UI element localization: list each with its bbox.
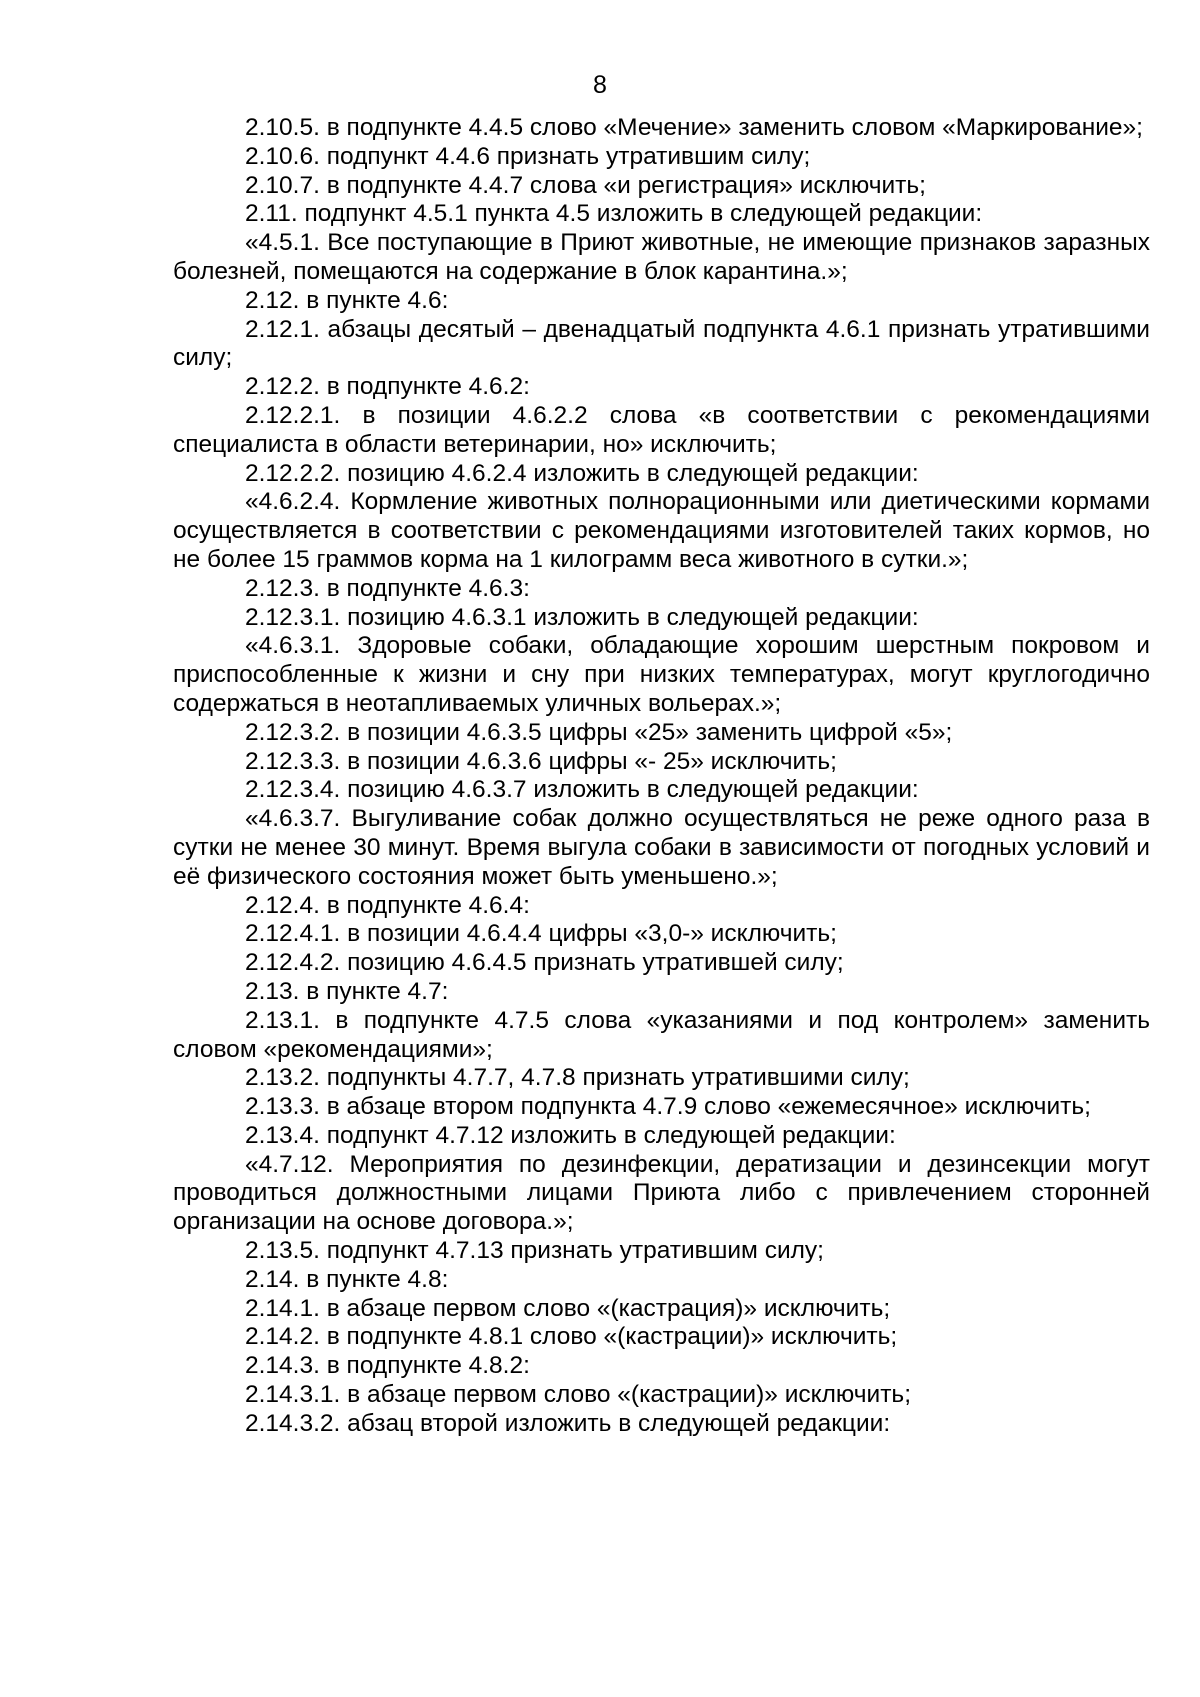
paragraph: 2.12.2.1. в позиции 4.6.2.2 слова «в соответствии с рекомендациями специалиста в области ветеринарии, но» исключить; [173, 401, 1150, 458]
paragraph: 2.11. подпункт 4.5.1 пункта 4.5 изложить в следующей редакции: [245, 200, 983, 228]
paragraph: 2.13.5. подпункт 4.7.13 признать утратившим силу; [245, 1237, 824, 1265]
paragraph: 2.14.3.1. в абзаце первом слово «(кастрации)» исключить; [245, 1381, 911, 1409]
paragraph: 2.10.7. в подпункте 4.4.7 слова «и регистрация» исключить; [245, 171, 926, 199]
paragraph: 2.13.4. подпункт 4.7.12 изложить в следующей редакции: [245, 1121, 896, 1149]
page-number: 8 [593, 71, 607, 99]
paragraph: 2.12.3.3. в позиции 4.6.3.6 цифры «- 25» исключить; [245, 747, 837, 775]
paragraph: 2.14.3. в подпункте 4.8.2: [245, 1352, 530, 1380]
paragraph: 2.12.2.2. позицию 4.6.2.4 изложить в следующей редакции: [245, 459, 919, 487]
paragraph: 2.12. в пункте 4.6: [245, 286, 449, 314]
paragraph: 2.13.2. подпункты 4.7.7, 4.7.8 признать утратившими силу; [245, 1064, 910, 1092]
paragraph: 2.10.5. в подпункте 4.4.5 слово «Мечение» заменить словом «Маркирование»; [245, 114, 1143, 141]
paragraph: 2.10.6. подпункт 4.4.6 признать утратившим силу; [245, 142, 811, 170]
paragraph: 2.12.3. в подпункте 4.6.3: [245, 574, 530, 602]
paragraph: 2.13.1. в подпункте 4.7.5 слова «указаниями и под контролем» заменить словом «рекомендациями»; [173, 1006, 1150, 1063]
paragraph: 2.14.3.2. абзац второй изложить в следующей редакции: [245, 1409, 891, 1437]
paragraph: 2.12.2. в подпункте 4.6.2: [245, 373, 530, 401]
paragraph: 2.12.3.2. в позиции 4.6.3.5 цифры «25» заменить цифрой «5»; [245, 718, 953, 746]
paragraph: «4.5.1. Все поступающие в Приют животные, не имеющие признаков заразных болезней, помещаются на содержание в блок карантина.»; [173, 229, 1150, 285]
paragraph: 2.12.3.4. позицию 4.6.3.7 изложить в следующей редакции: [245, 776, 919, 804]
paragraph: «4.6.3.7. Выгуливание собак должно осуществляться не реже одного раза в сутки не менее 30 минут. Время выгула собаки в зависимости от погодных условий и её физического состояния может быть уменьшено.»; [173, 805, 1150, 890]
document-body [173, 114, 1150, 1439]
paragraph: 2.13. в пункте 4.7: [245, 977, 449, 1005]
paragraph: 2.14.1. в абзаце первом слово «(кастрация)» исключить; [245, 1294, 891, 1322]
paragraph: «4.6.3.1. Здоровые собаки, обладающие хорошим шерстным покровом и приспособленные к жизни и сну при низких температурах, могут круглогодично содержаться в неотапливаемых уличных вольерах.»; [173, 632, 1150, 717]
paragraph: 2.12.4.1. в позиции 4.6.4.4 цифры «3,0-» исключить; [245, 920, 837, 948]
paragraph: 2.12.1. абзацы десятый – двенадцатый подпункта 4.6.1 признать утратившими силу; [173, 315, 1150, 372]
paragraph: 2.12.4.2. позицию 4.6.4.5 признать утратившей силу; [245, 949, 844, 977]
paragraph: 2.12.4. в подпункте 4.6.4: [245, 891, 530, 919]
paragraph: 2.12.3.1. позицию 4.6.3.1 изложить в следующей редакции: [245, 603, 919, 631]
paragraph: «4.6.2.4. Кормление животных полнорационными или диетическими кормами осуществляется в соответствии с рекомендациями изготовителей таких кормов, но не более 15 граммов корма на 1 килограмм веса животного в сутки.»; [173, 488, 1150, 573]
paragraph: 2.14. в пункте 4.8: [245, 1265, 449, 1293]
paragraph: 2.14.2. в подпункте 4.8.1 слово «(кастрации)» исключить; [245, 1323, 898, 1351]
paragraph: «4.7.12. Мероприятия по дезинфекции, дератизации и дезинсекции могут проводиться должностными лицами Приюта либо с привлечением сторонней организации на основе договора.»; [173, 1150, 1150, 1236]
paragraph: 2.13.3. в абзаце втором подпункта 4.7.9 слово «ежемесячное» исключить; [245, 1093, 1091, 1121]
